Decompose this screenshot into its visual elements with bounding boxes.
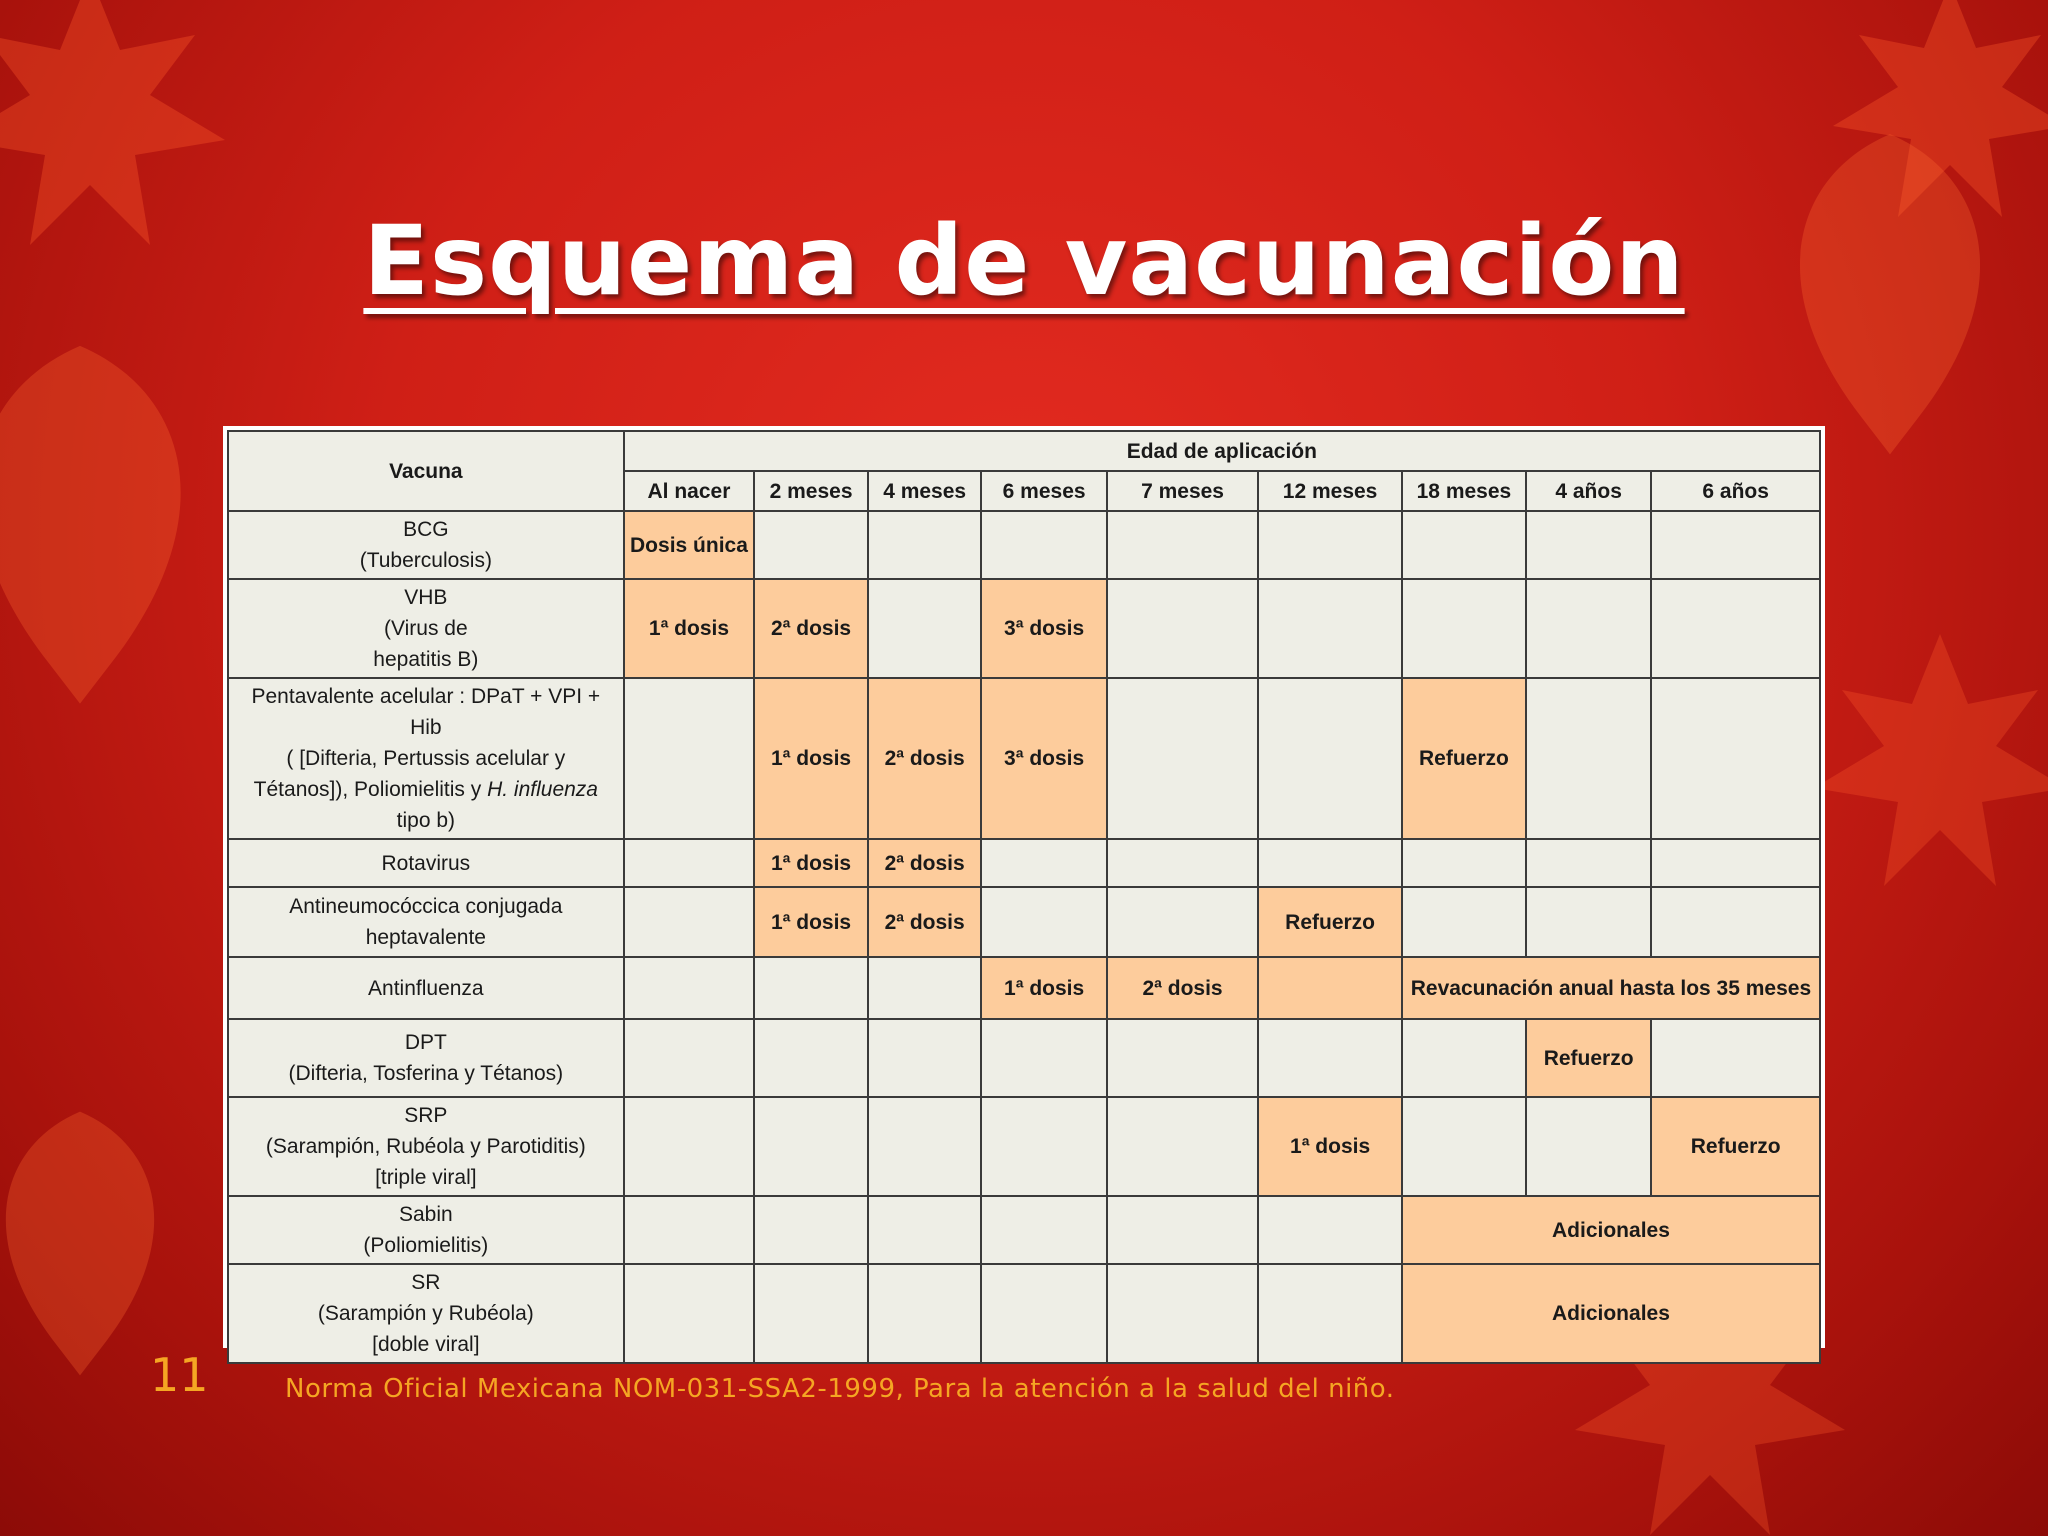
slide-title: Esquema de vacunación — [363, 205, 1685, 317]
dose-cell: Revacunación anual hasta los 35 meses — [1402, 957, 1820, 1019]
vaccine-name-cell — [228, 887, 624, 957]
dose-cell: 2ª dosis — [868, 839, 982, 887]
table-row — [228, 1019, 1820, 1097]
age-group-header: Edad de aplicación — [624, 431, 1820, 471]
table-row — [228, 579, 1820, 678]
empty-cell — [624, 678, 755, 839]
vaccine-name-line: Sabin — [398, 1203, 453, 1226]
empty-cell — [754, 1019, 868, 1097]
vaccine-name-cell — [228, 1019, 624, 1097]
empty-cell — [1402, 887, 1526, 957]
vaccine-name-line: Hib — [410, 716, 442, 739]
vaccination-schedule-table — [227, 430, 1821, 1364]
vaccine-name-line: (Difteria, Tosferina y Tétanos) — [288, 1062, 564, 1085]
age-column-header: 18 meses — [1402, 471, 1526, 511]
age-column-header: Al nacer — [624, 471, 755, 511]
age-column-header: 7 meses — [1107, 471, 1258, 511]
vaccine-name-cell — [228, 957, 624, 1019]
vaccine-name-cell — [228, 1264, 624, 1363]
empty-cell — [1107, 839, 1258, 887]
vaccine-name-line: Antinfluenza — [368, 976, 484, 1000]
empty-cell — [981, 511, 1106, 579]
empty-cell — [754, 1264, 868, 1363]
empty-cell — [981, 1264, 1106, 1363]
empty-cell — [624, 1196, 755, 1264]
vaccine-name-cell — [228, 579, 624, 678]
empty-cell — [868, 1196, 982, 1264]
vaccine-name-line: heptavalente — [365, 926, 486, 949]
empty-cell — [868, 1019, 982, 1097]
age-column-header: 2 meses — [754, 471, 868, 511]
empty-cell — [754, 957, 868, 1019]
age-column-header: 4 meses — [868, 471, 982, 511]
empty-cell — [1258, 1019, 1402, 1097]
age-column-header: 6 años — [1651, 471, 1820, 511]
dose-cell: Refuerzo — [1258, 887, 1402, 957]
empty-cell — [1258, 1264, 1402, 1363]
empty-cell — [1526, 678, 1651, 839]
empty-cell — [1107, 678, 1258, 839]
empty-cell — [1402, 511, 1526, 579]
empty-cell — [1651, 579, 1820, 678]
empty-cell — [624, 887, 755, 957]
table-row — [228, 957, 1820, 1019]
vaccine-name-line: (Virus de — [384, 617, 468, 640]
dose-cell: 2ª dosis — [868, 887, 982, 957]
age-column-header: 12 meses — [1258, 471, 1402, 511]
empty-cell — [1258, 839, 1402, 887]
dose-cell: Dosis única — [624, 511, 755, 579]
empty-cell — [624, 1019, 755, 1097]
empty-cell — [1651, 678, 1820, 839]
empty-cell — [1258, 1196, 1402, 1264]
empty-cell — [868, 1264, 982, 1363]
dose-cell: 2ª dosis — [1107, 957, 1258, 1019]
vaccine-column-header: Vacuna — [228, 431, 624, 511]
empty-cell — [1526, 511, 1651, 579]
vaccine-name-cell — [228, 839, 624, 887]
empty-cell — [1402, 1097, 1526, 1196]
vaccination-table-container — [223, 426, 1825, 1356]
table-row — [228, 511, 1820, 579]
vaccine-name-line: (Sarampión y Rubéola) — [317, 1302, 534, 1325]
dose-cell: 1ª dosis — [754, 678, 868, 839]
empty-cell — [624, 839, 755, 887]
dose-cell: 1ª dosis — [754, 887, 868, 957]
empty-cell — [1526, 1097, 1651, 1196]
empty-cell — [981, 1019, 1106, 1097]
dose-cell: 2ª dosis — [868, 678, 982, 839]
empty-cell — [1258, 678, 1402, 839]
empty-cell — [624, 1264, 755, 1363]
vaccine-name-line: hepatitis B) — [373, 648, 479, 671]
empty-cell — [1526, 579, 1651, 678]
empty-cell — [1402, 579, 1526, 678]
empty-cell — [981, 1196, 1106, 1264]
empty-cell — [1402, 839, 1526, 887]
vaccine-name-line: (Tuberculosis) — [359, 549, 492, 572]
empty-cell — [981, 887, 1106, 957]
vaccine-name-cell — [228, 1196, 624, 1264]
empty-cell — [981, 839, 1106, 887]
empty-cell — [1526, 839, 1651, 887]
empty-cell — [624, 957, 755, 1019]
vaccine-name-line: [triple viral] — [375, 1166, 477, 1189]
vaccine-name-line: SRP — [404, 1104, 448, 1127]
vaccine-name-line: [doble viral] — [372, 1333, 480, 1356]
empty-cell — [981, 1097, 1106, 1196]
table-row — [228, 887, 1820, 957]
vaccine-name-line: tipo b) — [396, 809, 456, 832]
vaccine-name-cell — [228, 678, 624, 839]
vaccine-name-line: BCG — [403, 518, 449, 541]
dose-cell: 1ª dosis — [981, 957, 1106, 1019]
vaccine-name-line: Rotavirus — [381, 851, 471, 875]
table-row — [228, 1196, 1820, 1264]
empty-cell — [868, 1097, 982, 1196]
dose-cell: 1ª dosis — [754, 839, 868, 887]
vaccine-name-line: ( [Difteria, Pertussis acelular y — [286, 747, 566, 770]
empty-cell — [1651, 1019, 1820, 1097]
dose-cell: 3ª dosis — [981, 678, 1106, 839]
dose-cell: 3ª dosis — [981, 579, 1106, 678]
empty-cell — [1107, 1097, 1258, 1196]
empty-cell — [1402, 1019, 1526, 1097]
empty-cell — [1107, 511, 1258, 579]
leaf-decoration-icon — [0, 330, 240, 710]
vaccine-name-line: Tétanos]), Poliomielitis y — [253, 778, 488, 801]
dose-cell: Adicionales — [1402, 1264, 1820, 1363]
empty-cell — [1107, 579, 1258, 678]
empty-cell — [754, 511, 868, 579]
vaccine-name-line: SR — [411, 1271, 441, 1294]
age-column-header: 4 años — [1526, 471, 1651, 511]
table-row — [228, 1097, 1820, 1196]
vaccine-name-cell — [228, 511, 624, 579]
empty-cell — [1258, 511, 1402, 579]
empty-cell — [1651, 887, 1820, 957]
vaccine-name-line: (Poliomielitis) — [363, 1234, 489, 1257]
footnote-source: Norma Oficial Mexicana NOM-031-SSA2-1999, Para la atención a la salud del niño. — [285, 1374, 1395, 1404]
vaccine-name-cell — [228, 1097, 624, 1196]
vaccine-name-italic: H. influenza — [487, 778, 598, 801]
empty-cell — [1526, 887, 1651, 957]
leaf-decoration-icon — [0, 1100, 200, 1380]
vaccine-name-line: Pentavalente acelular : DPaT + VPI + — [251, 685, 601, 708]
empty-cell — [1258, 579, 1402, 678]
dose-cell: Refuerzo — [1651, 1097, 1820, 1196]
leaf-decoration-icon — [1800, 620, 2048, 900]
empty-cell — [1107, 887, 1258, 957]
empty-cell — [868, 511, 982, 579]
dose-cell: 1ª dosis — [624, 579, 755, 678]
table-row — [228, 839, 1820, 887]
vaccine-name-line: DPT — [404, 1031, 447, 1054]
page-number: 11 — [150, 1348, 209, 1402]
dose-cell: Refuerzo — [1402, 678, 1526, 839]
dose-cell: Refuerzo — [1526, 1019, 1651, 1097]
vaccine-name-line: (Sarampión, Rubéola y Parotiditis) — [265, 1135, 586, 1158]
empty-cell — [754, 1097, 868, 1196]
empty-cell — [1107, 1019, 1258, 1097]
dose-cell: Adicionales — [1402, 1196, 1820, 1264]
empty-cell — [868, 579, 982, 678]
empty-cell — [1107, 1264, 1258, 1363]
empty-cell — [624, 1097, 755, 1196]
empty-cell — [1258, 957, 1402, 1019]
age-column-header: 6 meses — [981, 471, 1106, 511]
dose-cell: 2ª dosis — [754, 579, 868, 678]
table-row — [228, 1264, 1820, 1363]
vaccine-name-line: VHB — [404, 586, 448, 609]
empty-cell — [1651, 511, 1820, 579]
empty-cell — [754, 1196, 868, 1264]
empty-cell — [1107, 1196, 1258, 1264]
vaccine-name-line: Antineumocóccica conjugada — [289, 895, 563, 918]
dose-cell: 1ª dosis — [1258, 1097, 1402, 1196]
empty-cell — [868, 957, 982, 1019]
empty-cell — [1651, 839, 1820, 887]
table-row — [228, 678, 1820, 839]
